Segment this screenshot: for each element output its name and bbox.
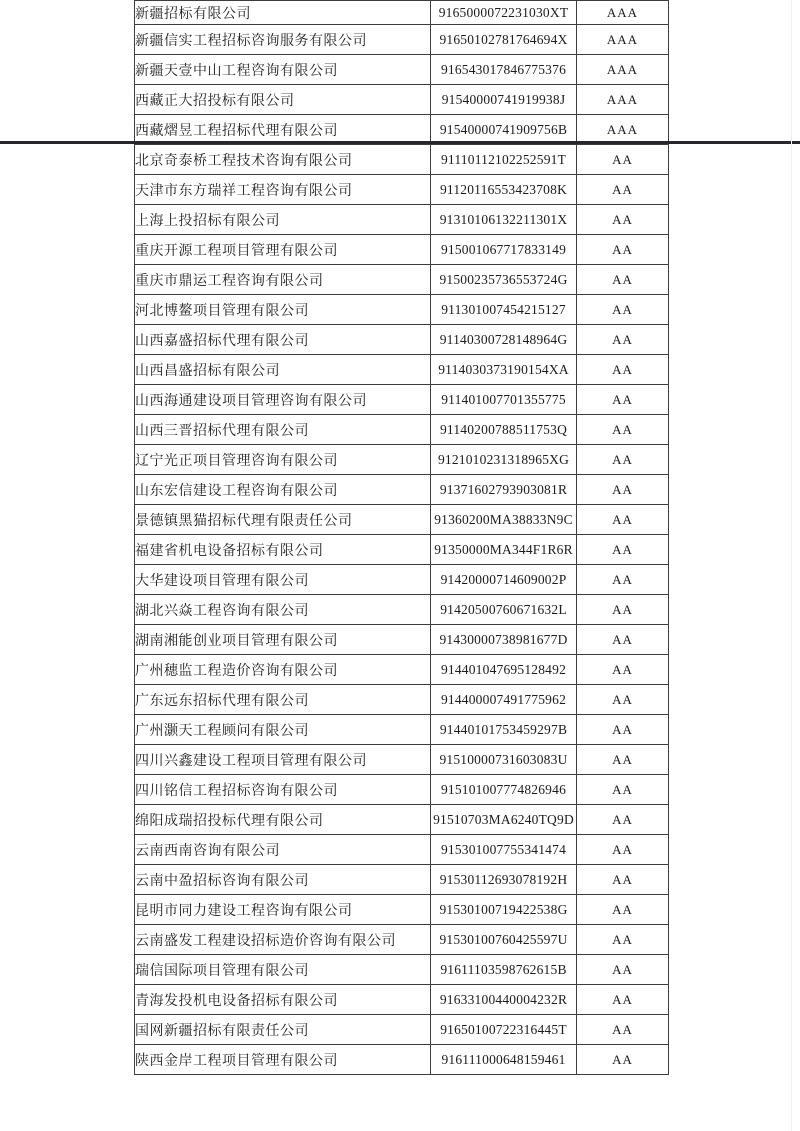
table-row [135, 205, 669, 235]
table-row [135, 145, 669, 175]
company-name-cell: 山东宏信建设工程咨询有限公司 [135, 475, 431, 505]
company-name-cell: 广东远东招标代理有限公司 [135, 685, 431, 715]
company-name-cell: 国网新疆招标有限责任公司 [135, 1015, 431, 1045]
table-row [135, 55, 669, 85]
section-divider-line [0, 141, 800, 144]
credit-code-cell: 911301007454215127 [431, 295, 577, 325]
rating-cell: AA [577, 535, 669, 565]
credit-code-cell: 9165000072231030XT [431, 1, 577, 25]
company-name-cell: 天津市东方瑞祥工程咨询有限公司 [135, 175, 431, 205]
table-row [135, 745, 669, 775]
credit-code-cell: 916543017846775376 [431, 55, 577, 85]
table-row [135, 535, 669, 565]
rating-cell: AA [577, 1015, 669, 1045]
company-name-cell: 上海上投招标有限公司 [135, 205, 431, 235]
company-name-cell: 青海发投机电设备招标有限公司 [135, 985, 431, 1015]
company-name-cell: 新疆招标有限公司 [135, 1, 431, 25]
table-row [135, 775, 669, 805]
credit-code-cell: 915001067717833149 [431, 235, 577, 265]
company-name-cell: 山西嘉盛招标代理有限公司 [135, 325, 431, 355]
table-row [135, 655, 669, 685]
rating-cell: AA [577, 865, 669, 895]
company-name-cell: 新疆天壹中山工程咨询有限公司 [135, 55, 431, 85]
credit-code-cell: 91510703MA6240TQ9D [431, 805, 577, 835]
table-row [135, 475, 669, 505]
company-name-cell: 广州灏天工程顾问有限公司 [135, 715, 431, 745]
company-name-cell: 四川兴鑫建设工程项目管理有限公司 [135, 745, 431, 775]
company-name-cell: 辽宁光正项目管理咨询有限公司 [135, 445, 431, 475]
company-name-cell: 湖北兴焱工程咨询有限公司 [135, 595, 431, 625]
company-name-cell: 重庆市鼎运工程咨询有限公司 [135, 265, 431, 295]
company-name-cell: 瑞信国际项目管理有限公司 [135, 955, 431, 985]
credit-code-cell: 91371602793903081R [431, 475, 577, 505]
company-name-cell: 景德镇黑猫招标代理有限责任公司 [135, 505, 431, 535]
table-row [135, 835, 669, 865]
rating-cell: AA [577, 565, 669, 595]
rating-cell: AA [577, 715, 669, 745]
rating-cell: AA [577, 205, 669, 235]
rating-cell: AA [577, 175, 669, 205]
rating-cell: AA [577, 925, 669, 955]
table-row [135, 325, 669, 355]
rating-cell: AA [577, 265, 669, 295]
table-row [135, 1045, 669, 1075]
credit-code-cell: 91530112693078192H [431, 865, 577, 895]
table-row [135, 385, 669, 415]
table-row [135, 895, 669, 925]
credit-code-cell: 91360200MA38833N9C [431, 505, 577, 535]
credit-code-cell: 91140300728148964G [431, 325, 577, 355]
company-name-cell: 陕西金岸工程项目管理有限公司 [135, 1045, 431, 1075]
company-name-cell: 西藏正大招投标有限公司 [135, 85, 431, 115]
table-row [135, 265, 669, 295]
credit-code-cell: 915101007774826946 [431, 775, 577, 805]
company-name-cell: 云南盛发工程建设招标造价咨询有限公司 [135, 925, 431, 955]
table-row [135, 565, 669, 595]
rating-cell: AA [577, 955, 669, 985]
company-name-cell: 广州穗监工程造价咨询有限公司 [135, 655, 431, 685]
table-row [135, 715, 669, 745]
table-row [135, 925, 669, 955]
table-row [135, 235, 669, 265]
rating-cell: AAA [577, 25, 669, 55]
table-row [135, 355, 669, 385]
rating-cell: AA [577, 985, 669, 1015]
credit-code-cell: 91420000714609002P [431, 565, 577, 595]
company-name-cell: 大华建设项目管理有限公司 [135, 565, 431, 595]
company-name-cell: 云南中盈招标咨询有限公司 [135, 865, 431, 895]
credit-code-cell: 91633100440004232R [431, 985, 577, 1015]
rating-cell: AA [577, 625, 669, 655]
table-row [135, 25, 669, 55]
credit-code-cell: 9121010231318965XG [431, 445, 577, 475]
credit-code-cell: 91530100719422538G [431, 895, 577, 925]
credit-code-cell: 91140200788511753Q [431, 415, 577, 445]
credit-code-cell: 91510000731603083U [431, 745, 577, 775]
credit-code-cell: 915301007755341474 [431, 835, 577, 865]
table-body [135, 1, 669, 1075]
table-row [135, 505, 669, 535]
credit-code-cell: 91120116553423708K [431, 175, 577, 205]
table-row [135, 175, 669, 205]
company-name-cell: 河北博鳌项目管理有限公司 [135, 295, 431, 325]
company-rating-table [134, 0, 669, 1075]
table-row [135, 625, 669, 655]
credit-code-cell: 91110112102252591T [431, 145, 577, 175]
rating-cell: AA [577, 385, 669, 415]
credit-code-cell: 91440101753459297B [431, 715, 577, 745]
rating-cell: AAA [577, 115, 669, 145]
credit-code-cell: 9114030373190154XA [431, 355, 577, 385]
page-edge-line [791, 0, 792, 1131]
table-row [135, 1015, 669, 1045]
credit-code-cell: 91530100760425597U [431, 925, 577, 955]
table-row [135, 1, 669, 25]
credit-code-cell: 91350000MA344F1R6R [431, 535, 577, 565]
credit-code-cell: 91430000738981677D [431, 625, 577, 655]
rating-cell: AA [577, 415, 669, 445]
rating-cell: AA [577, 595, 669, 625]
rating-cell: AA [577, 295, 669, 325]
credit-code-cell: 91650100722316445T [431, 1015, 577, 1045]
table-row [135, 985, 669, 1015]
credit-code-cell: 91500235736553724G [431, 265, 577, 295]
table-row [135, 85, 669, 115]
rating-cell: AA [577, 775, 669, 805]
credit-code-cell: 91540000741919938J [431, 85, 577, 115]
table-row [135, 115, 669, 145]
table-row [135, 805, 669, 835]
table-row [135, 445, 669, 475]
company-name-cell: 四川铭信工程招标咨询有限公司 [135, 775, 431, 805]
rating-cell: AA [577, 685, 669, 715]
rating-cell: AA [577, 505, 669, 535]
company-name-cell: 西藏熠昱工程招标代理有限公司 [135, 115, 431, 145]
company-name-cell: 重庆开源工程项目管理有限公司 [135, 235, 431, 265]
rating-cell: AA [577, 235, 669, 265]
credit-code-cell: 91540000741909756B [431, 115, 577, 145]
company-name-cell: 山西昌盛招标有限公司 [135, 355, 431, 385]
company-name-cell: 昆明市同力建设工程咨询有限公司 [135, 895, 431, 925]
rating-cell: AA [577, 835, 669, 865]
company-name-cell: 北京奇泰桥工程技术咨询有限公司 [135, 145, 431, 175]
credit-code-cell: 91611103598762615B [431, 955, 577, 985]
rating-cell: AA [577, 145, 669, 175]
credit-code-cell: 91310106132211301X [431, 205, 577, 235]
rating-cell: AA [577, 745, 669, 775]
table-row [135, 865, 669, 895]
credit-code-cell: 91650102781764694X [431, 25, 577, 55]
table-row [135, 595, 669, 625]
credit-code-cell: 914400007491775962 [431, 685, 577, 715]
rating-cell: AA [577, 895, 669, 925]
credit-code-cell: 91420500760671632L [431, 595, 577, 625]
table-row [135, 685, 669, 715]
rating-cell: AA [577, 475, 669, 505]
rating-cell: AA [577, 655, 669, 685]
table-row [135, 955, 669, 985]
credit-code-cell: 911401007701355775 [431, 385, 577, 415]
company-name-cell: 云南西南咨询有限公司 [135, 835, 431, 865]
rating-cell: AAA [577, 1, 669, 25]
rating-cell: AAA [577, 85, 669, 115]
rating-cell: AA [577, 355, 669, 385]
credit-code-cell: 914401047695128492 [431, 655, 577, 685]
company-name-cell: 新疆信实工程招标咨询服务有限公司 [135, 25, 431, 55]
company-name-cell: 山西海通建设项目管理咨询有限公司 [135, 385, 431, 415]
rating-cell: AAA [577, 55, 669, 85]
credit-code-cell: 916111000648159461 [431, 1045, 577, 1075]
table-row [135, 295, 669, 325]
rating-cell: AA [577, 445, 669, 475]
company-name-cell: 山西三晋招标代理有限公司 [135, 415, 431, 445]
rating-cell: AA [577, 805, 669, 835]
table-row [135, 415, 669, 445]
rating-cell: AA [577, 325, 669, 355]
company-name-cell: 绵阳成瑞招投标代理有限公司 [135, 805, 431, 835]
company-name-cell: 福建省机电设备招标有限公司 [135, 535, 431, 565]
company-name-cell: 湖南湘能创业项目管理有限公司 [135, 625, 431, 655]
rating-cell: AA [577, 1045, 669, 1075]
